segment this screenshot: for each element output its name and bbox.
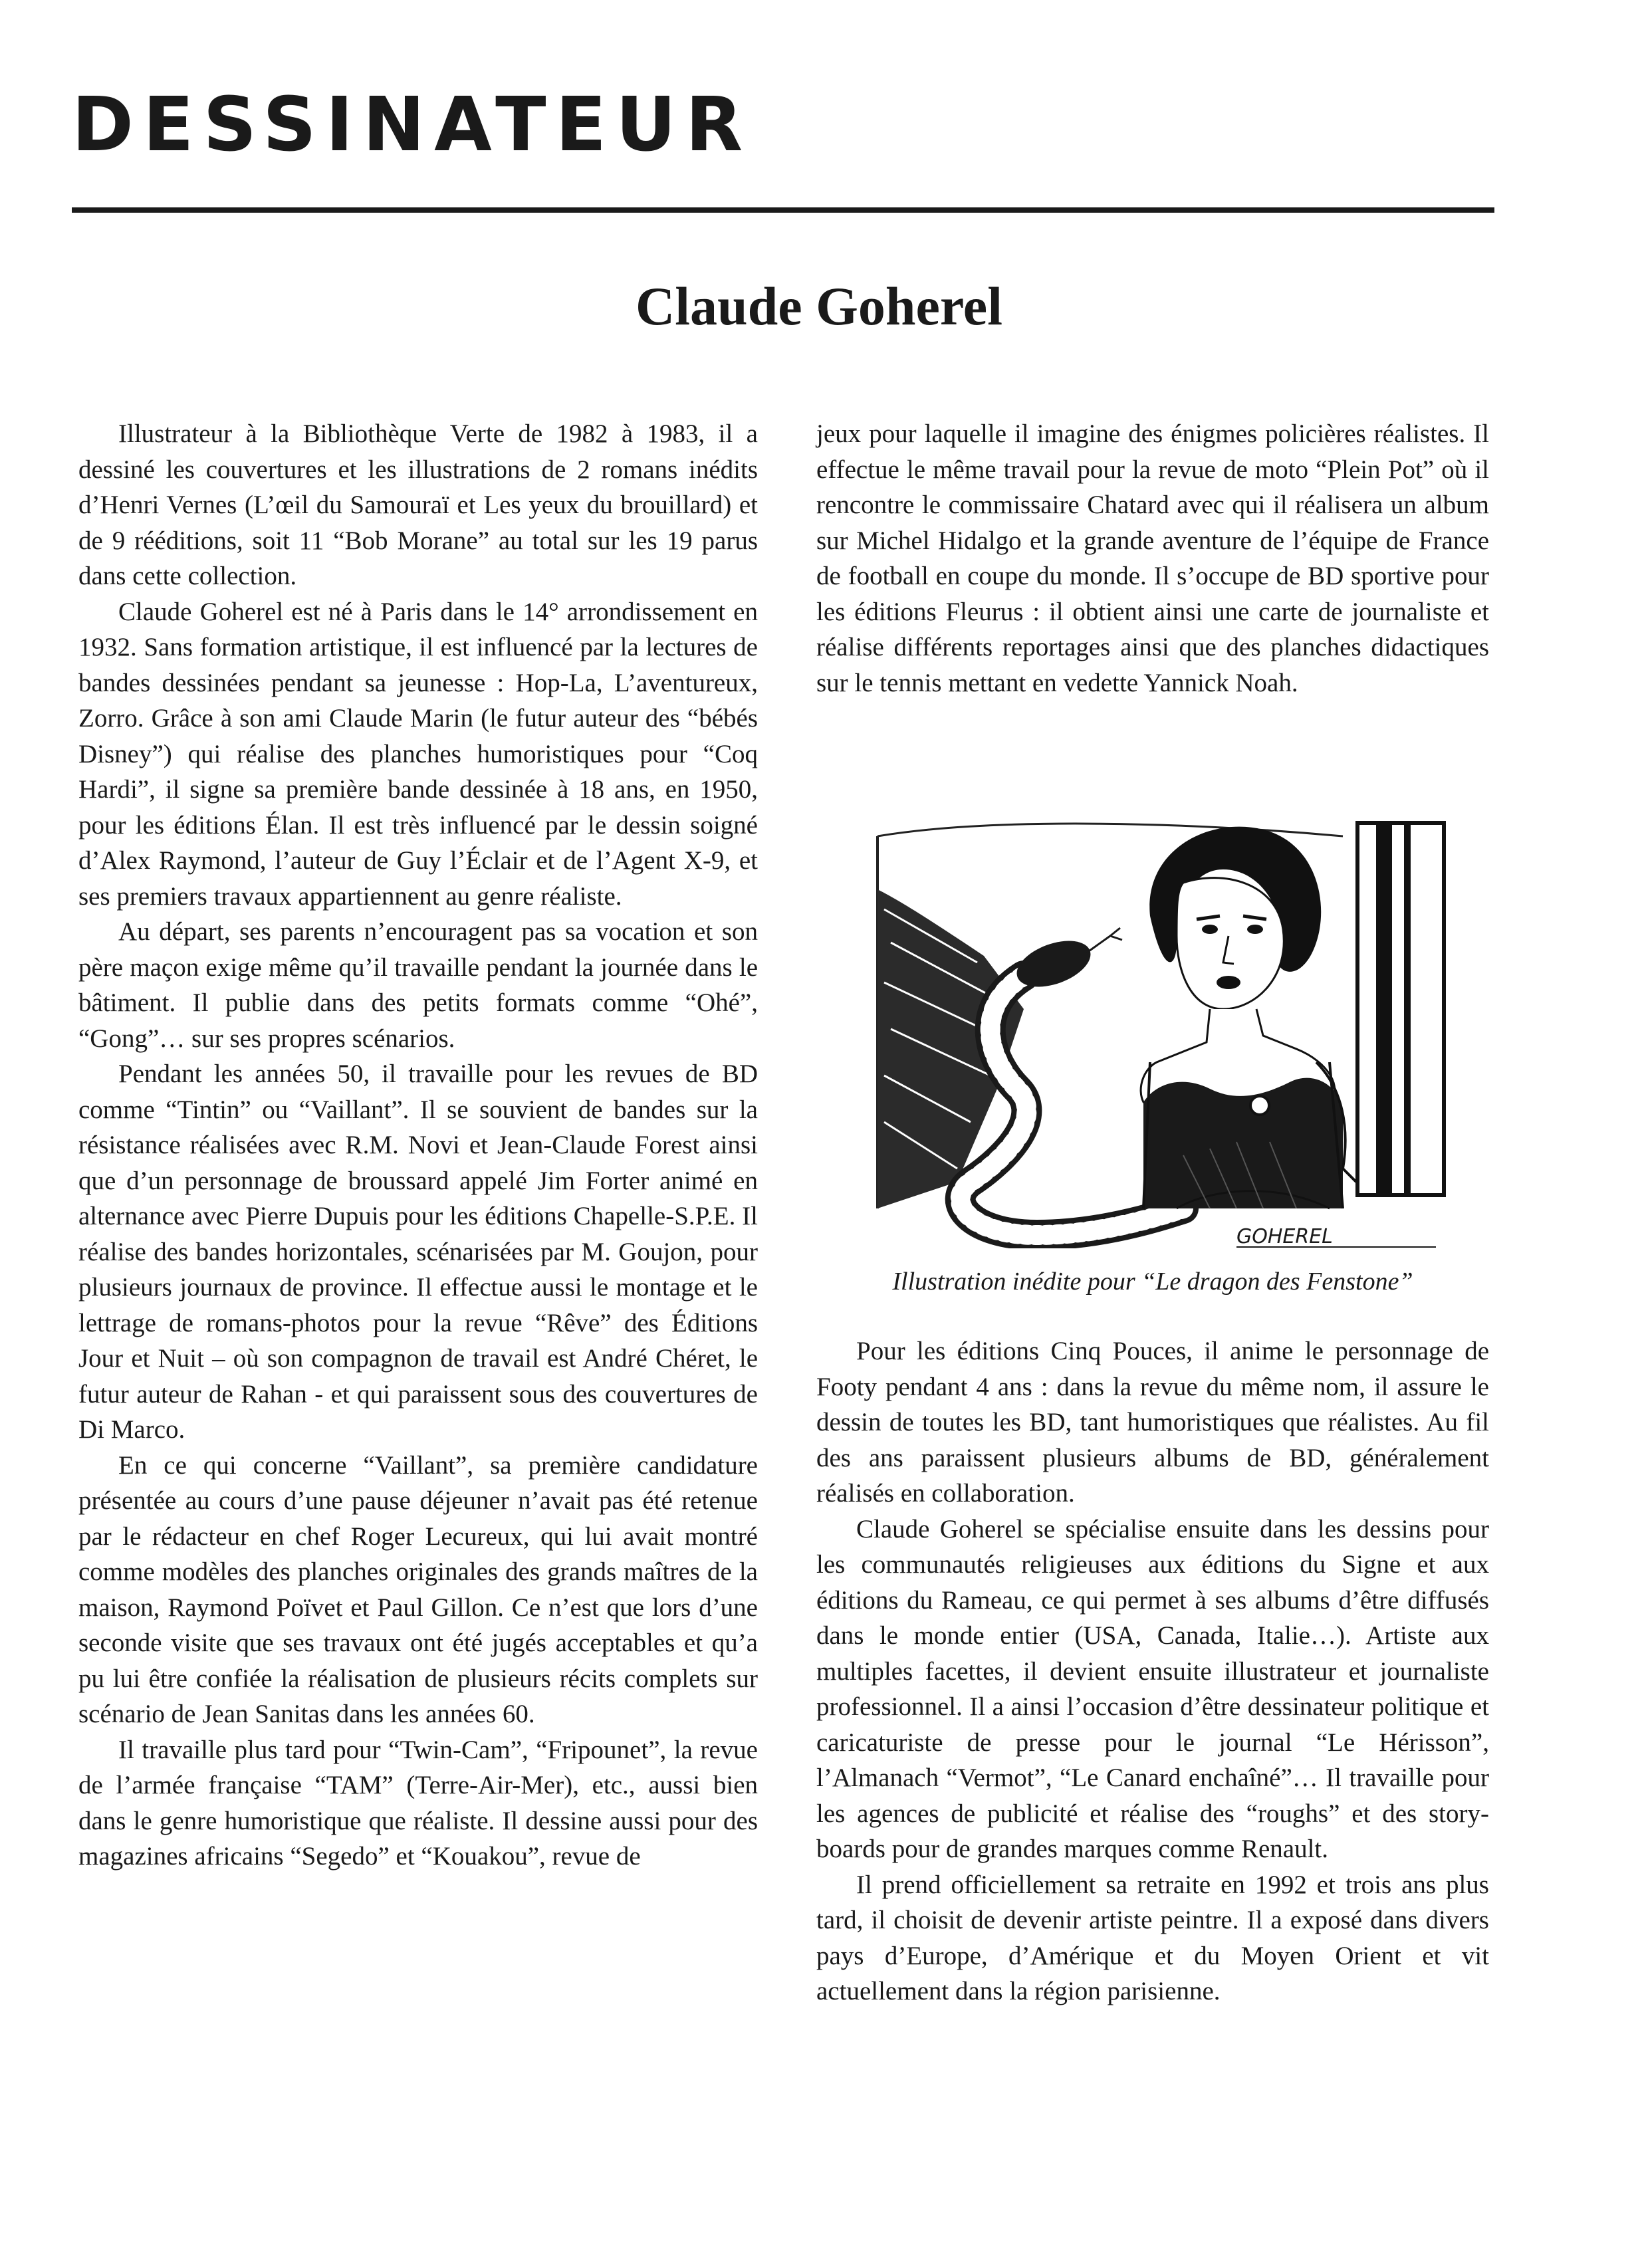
paragraph: Il prend officiellement sa retraite en 1992 et trois ans plus tard, il choisit de devenir artiste peintre. Il a exposé dans divers pays d’Europe, d’Amérique et du Moyen Orient et vit actuellement dans la région parisienne. [816, 1870, 1489, 2005]
illustration [864, 810, 1456, 1248]
paragraph: Claude Goherel se spécialise ensuite dans les dessins pour les communautés religieuses aux éditions du Signe et aux éditions du Rameau, ce qui permet à ses albums d’être diffusés dans le monde entier (USA, Canada, Italie…). Artiste aux multiples facettes, il devient ensuite illustrateur et journaliste professionnel. Il a ainsi l’occasion d’être dessinateur politique et caricaturiste de presse pour le journal “Le Hérisson”, l’Almanach “Vermot”, “Le Canard enchaîné”… Il travaille pour les agences de publicité et réalise des “roughs” et des story-boards pour de grandes marques comme Renault. [816, 1514, 1489, 1863]
article-right-column-bottom [816, 1333, 1489, 2009]
illustration-drawing [864, 810, 1456, 1248]
paragraph: Illustrateur à la Bibliothèque Verte de 1982 à 1983, il a dessiné les couvertures et les illustrations de 2 romans inédits d’Henri Vernes (L’œil du Samouraï et Les yeux du brouillard) et de 9 rééditions, soit 11 “Bob Morane” au total sur les 19 parus dans cette collection. [78, 419, 758, 590]
paragraph: Il travaille plus tard pour “Twin-Cam”, “Fripounet”, la revue de l’armée française “TAM” (Terre-Air-Mer), etc., aussi bien dans le genre humoristique que réaliste. Il dessine aussi pour des magazines africains “Segedo” et “Kouakou”, revue de [78, 1735, 758, 1871]
article-right-column-top [816, 416, 1489, 701]
article-left-column [78, 416, 758, 1874]
author-name: Claude Goherel [636, 276, 1002, 336]
header-rule [72, 207, 1494, 213]
figure-caption: Illustration inédite pour “Le dragon des Fenstone” [892, 1268, 1413, 1296]
signature: GOHEREL [1236, 1225, 1333, 1248]
paragraph: Pendant les années 50, il travaille pour les revues de BD comme “Tintin” ou “Vaillant”. Il se souvient de bandes sur la résistance réalisées avec R.M. Novi et Jean-Claude Forest ainsi que d’un personnage de broussard appelé Jim Forter animé en alternance avec Pierre Dupuis pour les éditions Chapelle-S.P.E. Il réalise des bandes horizontales, scénarisées par M. Goujon, pour plusieurs journaux de province. Il effectue aussi le montage et le lettrage de romans-photos pour la revue “Rêve” des Éditions Jour et Nuit – où son compagnon de travail est André Chéret, le futur auteur de Rahan - et qui paraissent sous des couvertures de Di Marco. [78, 1060, 758, 1444]
paragraph: En ce qui concerne “Vaillant”, sa première candidature présentée au cours d’une pause déjeuner n’avait pas été retenue par le rédacteur en chef Roger Lecureux, qui lui avait montré comme modèles des planches originales des grands maîtres de la maison, Raymond Poïvet et Paul Gillon. Ce n’est que lors d’une seconde visite que ses travaux ont été jugés acceptables et qu’a pu lui être confiée la réalisation de plusieurs récits complets sur scénario de Jean Sanitas dans les années 60. [78, 1450, 758, 1728]
paragraph: Au départ, ses parents n’encouragent pas sa vocation et son père maçon exige même qu’il travaille pendant la journée dans le bâtiment. Il publie dans des petits formats comme “Ohé”, “Gong”… sur ses propres scénarios. [78, 917, 758, 1053]
paragraph: Pour les éditions Cinq Pouces, il anime le personnage de Footy pendant 4 ans : dans la revue du même nom, il assure le dessin de toutes les BD, tant humoristiques que réalistes. Au fil des ans paraissent plusieurs albums de BD, généralement réalisés en collaboration. [816, 1337, 1489, 1508]
paragraph: jeux pour laquelle il imagine des énigmes policières réalistes. Il effectue le même travail pour la revue de moto “Plein Pot” où il rencontre le commissaire Chatard avec qui il réalisera un album sur Michel Hidalgo et la grande aventure de l’équipe de France de football en coupe du monde. Il s’occupe de BD sportive pour les éditions Fleurus : il obtient ainsi une carte de journaliste et réalise différents reportages ainsi que des planches didactiques sur le tennis mettant en vedette Yannick Noah. [816, 419, 1489, 697]
paragraph: Claude Goherel est né à Paris dans le 14° arrondissement en 1932. Sans formation artistique, il est influencé par la lectures de bandes dessinées pendant sa jeunesse : Hop-La, L’aventureux, Zorro. Grâce à son ami Claude Marin (le futur auteur des “bébés Disney”) qui réalise des planches humoristiques pour “Coq Hardi”, il signe sa première bande dessinée à 18 ans, en 1950, pour les éditions Élan. Il est très influencé par le dessin soigné d’Alex Raymond, l’auteur de Guy l’Éclair et de l’Agent X-9, et ses premiers travaux appartiennent au genre réaliste. [78, 597, 758, 911]
section-title: DESSINATEUR [72, 82, 753, 168]
